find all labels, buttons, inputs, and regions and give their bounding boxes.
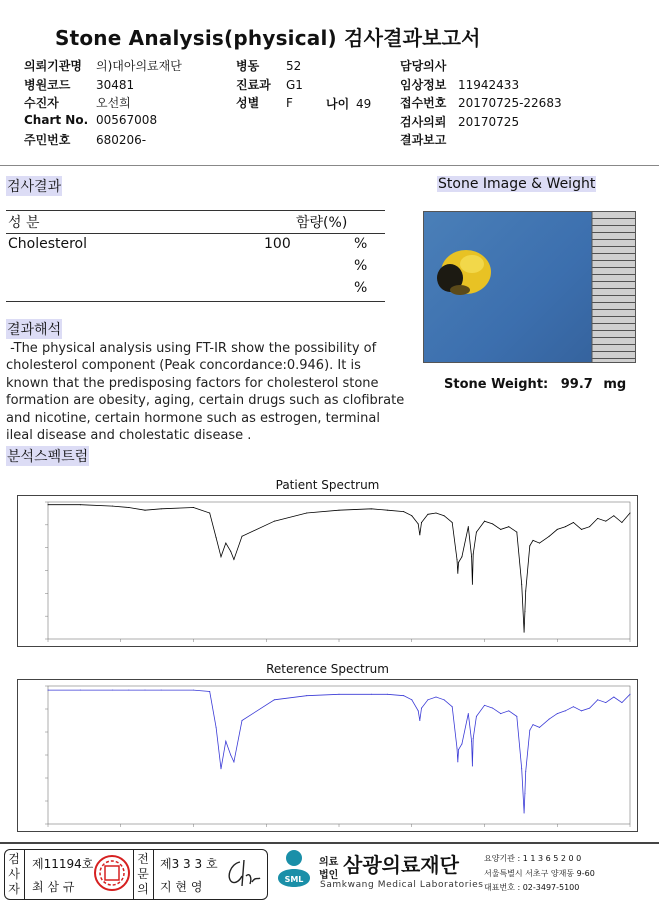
spectrum-point [444,699,445,700]
checker-seal-icon [93,854,131,892]
header-value: 20170725 [458,114,520,129]
spectrum-point [427,699,428,700]
spectrum-point [492,708,493,709]
header-label: 임상정보 [400,77,447,92]
results-table [6,210,385,302]
header-row [24,57,224,76]
spectrum-point [457,573,458,574]
org-phone: 대표번호 : 02-3497-5100 [484,883,580,892]
gallstone [437,250,491,295]
spectrum-point [581,710,582,711]
spectrum-point [521,584,522,585]
spectrum-point [112,506,113,507]
spectrum-point [80,504,81,505]
header-label: 담당의사 [400,59,447,73]
header-value: 680206- [96,133,147,148]
footer-divider [0,842,659,844]
header-value: G1 [286,77,303,92]
plot-frame [48,502,630,639]
age-label: 나이 [326,97,350,111]
spectrum-point [220,556,221,557]
spectrum-point [472,766,473,767]
header-value: F [286,96,293,111]
spectrum-series-line [48,690,630,813]
spectrum-point [605,702,606,703]
results-section-title: 검사결과 [6,176,62,196]
spectrum-point [524,793,525,794]
spectrum-point [597,699,598,700]
org-small-2: 법인 [319,870,339,881]
header-label: 검사의뢰 [400,114,447,129]
stone-weight-value: 99.7 [560,377,593,392]
org-reg-no: 요양기관 : 1 1 3 6 5 2 0 0 [484,854,582,863]
results-col-component: 성 분 [8,215,40,231]
spectrum-point [621,702,622,703]
reference-spectrum-title: Reterence Spectrum [266,662,389,676]
header-row [400,76,650,95]
spectrum-point [371,694,372,695]
result-component: Cholesterol [8,236,88,252]
spectrum-point [457,748,458,749]
spectrum-point [458,749,459,750]
spectrum-point [461,556,462,557]
ruler [592,212,636,363]
spectrum-point [533,540,534,541]
spectrum-point [274,521,275,522]
header-label: 수진자 [24,96,59,111]
spectrum-point [581,529,582,530]
spectrum-point [452,706,453,707]
spectrum-point [529,730,530,731]
header-value: 오선희 [96,96,131,111]
plot-frame [48,686,630,824]
spectrum-point [508,526,509,527]
header-row [400,113,650,132]
report-title: Stone Analysis(physical) 검사결과보고서 [55,26,481,50]
spectrum-point [516,716,517,717]
spectrum-point [500,529,501,530]
spectrum-point [476,716,477,717]
stone-weight-label: Stone Weight: [444,377,549,392]
spectrum-point [193,690,194,691]
org-eng: Samkwang Medical Laboratories [320,880,484,890]
spectrum-point [529,545,530,546]
spectrum-point [216,727,217,728]
spectrum-point [472,584,473,585]
spectrum-point [306,695,307,696]
result-amount: 100 [264,236,291,252]
spectrum-point [473,554,474,555]
spectrum-point [521,768,522,769]
header-age [326,95,371,112]
spectrum-point [533,724,534,725]
spectrum-point [418,523,419,524]
header-value: 20170725-22683 [458,96,562,111]
spectrum-point [339,694,340,695]
spectrum-point [48,504,49,505]
header-value: 11942433 [458,77,520,92]
spectrum-point [524,632,525,633]
spectrum-point [508,710,509,711]
org-small-1: 의료 [319,857,339,868]
header-label: 병원코드 [24,77,71,92]
spectrum-point [161,508,162,509]
spectrum-point [371,508,372,509]
header-value: 00567008 [96,112,158,127]
header-label: 결과보고 [400,133,447,148]
spectrum-point [145,690,146,691]
interpretation-line: -The physical analysis using FT-IR show the possibility of [6,341,377,356]
spectrum-point [230,551,231,552]
results-col-amount: 함량(%) [296,215,348,231]
reference-spectrum-chart [17,679,638,832]
org-name: 삼광의료재단 [343,853,459,877]
spectrum-point [630,694,631,695]
header-row [236,57,386,76]
header-label: 진료과 [236,77,271,92]
spectrum-point [274,699,275,700]
spectrum-point [613,515,614,516]
spectrum-point [209,691,210,692]
spectrum-point [516,532,517,533]
result-unit: % [354,236,368,252]
header-row [24,76,224,95]
spectrum-point [500,713,501,714]
spectrum-point [539,727,540,728]
spectrum-point [242,536,243,537]
spectrum-point [230,755,231,756]
image-section-title: Stone Image & Weight [438,176,596,192]
interpretation-title: 결과해석 [6,319,62,339]
header-row [24,131,224,150]
spectrum-point [419,534,420,535]
spectrum-point [597,518,598,519]
checker-vline [24,849,25,900]
spectrum-point [524,812,525,813]
spectrum-point [421,522,422,523]
result-unit: % [354,258,368,274]
spectrum-point [225,741,226,742]
specialist-label: 전문의 [137,852,149,896]
spectrum-point [549,719,550,720]
spectrum-point [220,768,221,769]
spectrum-point [387,510,388,511]
spectrum-point [476,532,477,533]
spectrum-point [444,515,445,516]
spectrum-point [613,697,614,698]
spectrum-point [525,591,526,592]
specialist-name: 지 현 영 [160,880,203,894]
spectrum-point [419,720,420,721]
header-row [24,113,224,132]
header-divider-top [0,165,659,166]
specialist-vline-a [133,849,134,900]
spectrum-point [484,705,485,706]
header-value: 30481 [96,77,135,92]
spectrum-point [573,706,574,707]
spectrum-point [525,771,526,772]
spectrum-point [411,515,412,516]
header-row [400,57,650,76]
spectrum-point [112,690,113,691]
header-row [24,94,224,113]
header-value: 의)대아의료재단 [96,59,182,73]
header-col1 [24,57,224,150]
age-value: 49 [356,97,372,111]
results-table-bottom-rule [6,301,385,302]
spectrum-point [209,512,210,513]
spectrum-point [193,507,194,508]
header-label: 병동 [236,59,260,73]
interpretation-line: ileal disease and cholestatic disease . [6,428,252,444]
header-value: 52 [286,59,302,73]
spectrum-point [549,536,550,537]
checker-label: 검사자 [8,852,20,896]
spectrum-point [427,514,428,515]
spectrum-series-line [48,505,630,633]
spectrum-point [242,720,243,721]
results-table-top-rule [6,210,385,211]
spectrum-point [48,690,49,691]
specialist-signature [222,856,262,892]
specialist-no: 제3 3 3 호 [160,857,218,871]
interpretation-line: formation are obesity, aging, certain drugs such as clofibrate [6,393,405,409]
spectrum-point [436,512,437,513]
stone-weight-unit: mg [603,377,627,392]
spectrum-point [524,611,525,612]
header-label: 주민번호 [24,133,71,148]
spectrum-point [630,512,631,513]
spectrum-point [471,556,472,557]
spectrum-point [492,523,493,524]
spectrum-point [161,690,162,691]
spectrum-point [233,761,234,762]
spectrum-point [557,529,558,530]
spectrum-point [411,699,412,700]
header-row [400,94,650,113]
header-label: 의뢰기관명 [24,59,82,73]
interpretation-line: cholesterol component (Peak concordance:0.946). It is [6,358,361,374]
spectrum-point [557,713,558,714]
spectrum-point [403,695,404,696]
spectrum-point [589,708,590,709]
spectrum-point [457,559,458,560]
spectrum-point [457,761,458,762]
checker-no: 제11194호 [32,857,94,871]
logo-text: SML [284,875,304,884]
checker-name: 최 삼 규 [32,880,75,894]
spectrum-point [225,543,226,544]
spectrum-point [418,710,419,711]
spectrum-point [403,511,404,512]
spectrum-point [387,694,388,695]
spectrum-point [128,507,129,508]
specialist-vline-b [153,849,154,900]
stone-photo [423,211,636,363]
interpretation-line: known that the predisposing factors for cholesterol stone [6,375,379,391]
results-header-rule [6,233,385,234]
header-row [400,131,650,150]
header-label: 접수번호 [400,96,447,111]
spectrum-point [484,521,485,522]
org-address: 서울특별시 서초구 양재동 9-60 [484,869,595,878]
spectrum-point [605,521,606,522]
spectrum-point [216,537,217,538]
spectrum-section-title: 분석스펙트럼 [6,446,89,466]
stone-weight [444,377,626,392]
spectrum-point [589,526,590,527]
spectrum-point [621,522,622,523]
header-label: Chart No. [24,112,89,127]
spectrum-point [452,522,453,523]
interpretation-text [6,340,416,444]
spectrum-point [473,738,474,739]
header-row [236,76,386,95]
spectrum-point [458,562,459,563]
spectrum-point [421,708,422,709]
result-unit: % [354,280,368,296]
spectrum-point [461,743,462,744]
patient-spectrum-title: Patient Spectrum [275,478,380,492]
org-logo-icon [272,848,316,896]
spectrum-point [471,741,472,742]
spectrum-point [80,690,81,691]
spectrum-point [339,510,340,511]
spectrum-point [539,543,540,544]
spectrum-point [565,526,566,527]
spectrum-point [565,710,566,711]
spectrum-point [233,559,234,560]
spectrum-point [468,526,469,527]
spectrum-point [145,510,146,511]
header-label: 성별 [236,96,260,111]
spectrum-point [468,713,469,714]
spectrum-point [436,697,437,698]
patient-spectrum-chart [17,495,638,647]
spectrum-point [306,512,307,513]
spectrum-point [128,690,129,691]
spectrum-point [573,522,574,523]
header-col3 [400,57,650,150]
interpretation-line: and nicotine, certain hormone such as estrogen, terminal [6,410,380,426]
